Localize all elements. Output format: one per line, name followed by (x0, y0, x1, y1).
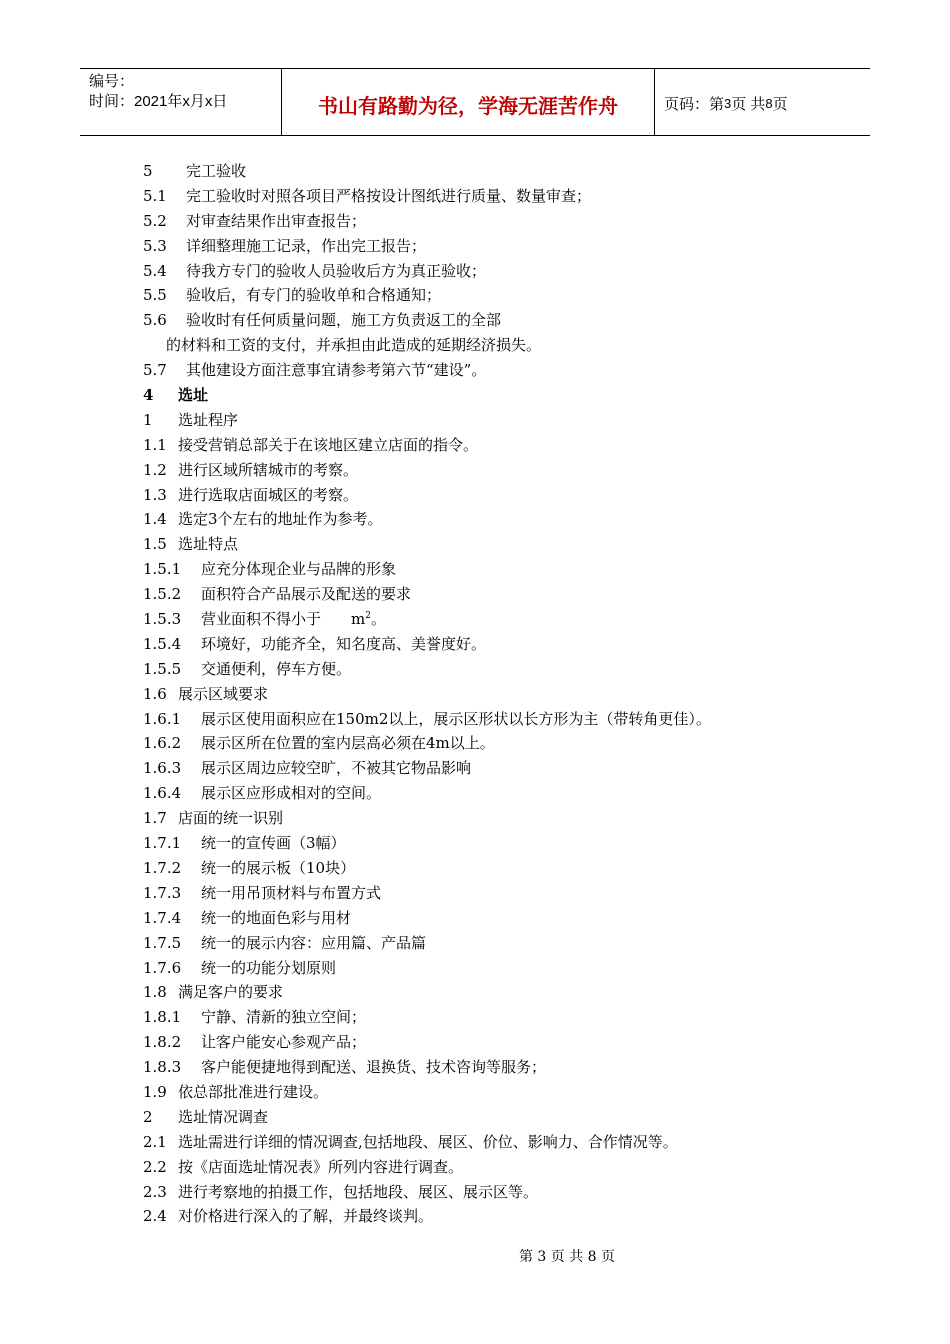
item-text-group (201, 607, 386, 632)
item-text: 店面的统一识别 (178, 809, 284, 828)
item-number: 5.4 (143, 261, 167, 280)
item-text: 详细整理施工记录，作出完工报告； (186, 236, 427, 255)
list-item (143, 358, 843, 383)
unit-superscript: 2 (365, 611, 371, 622)
item-text: 进行区域所辖城市的考察。 (178, 460, 359, 479)
item-text: 展示区域要求 (178, 684, 269, 703)
item-number: 1.8.3 (143, 1058, 182, 1077)
section-heading (143, 1105, 843, 1130)
code-label: 编号： (89, 73, 135, 90)
item-text: 验收时有任何质量问题，施工方负责返工的全部 (186, 311, 502, 330)
item-number: 5.1 (143, 186, 167, 205)
item-text: 对审查结果作出审查报告； (186, 211, 367, 230)
item-number: 1.4 (143, 510, 167, 529)
item-text: 选定3个左右的地址作为参考。 (178, 510, 383, 529)
item-number: 1.6.1 (143, 709, 182, 728)
chapter-heading (143, 383, 843, 408)
item-text: 展示区所在位置的室内层高必须在4m以上。 (201, 734, 495, 753)
item-number: 1.9 (143, 1082, 167, 1101)
item-number: 1.7.4 (143, 908, 182, 927)
item-number: 5.6 (143, 311, 167, 330)
item-number: 2.4 (143, 1207, 167, 1226)
subsection-heading (143, 980, 843, 1005)
subsection-heading (143, 806, 843, 831)
item-number: 1.5.4 (143, 634, 182, 653)
list-item (143, 1155, 843, 1180)
list-item (143, 831, 843, 856)
item-number: 5.3 (143, 236, 167, 255)
item-text: 统一的地面色彩与用材 (201, 908, 352, 927)
item-text: 其他建设方面注意事宜请参考第六节“建设”。 (186, 361, 487, 380)
item-text: 完工验收 (186, 162, 247, 180)
item-text: 展示区使用面积应在150m2以上，展示区形状以长方形为主（带转角更佳）。 (201, 709, 711, 728)
list-item (143, 707, 843, 732)
item-text: 选址程序 (178, 410, 239, 429)
item-number: 1.7 (143, 809, 167, 828)
list-item (143, 259, 843, 284)
list-item (143, 657, 843, 682)
item-number: 1.5.3 (143, 610, 182, 629)
item-text: 完工验收时对照各项目严格按设计图纸进行质量、数量审查； (186, 186, 592, 205)
item-number: 1.1 (143, 435, 167, 454)
item-number: 5 (143, 162, 153, 180)
list-item (143, 184, 843, 209)
page-current: 3 (724, 95, 732, 111)
item-text: 交通便利，停车方便。 (201, 659, 352, 678)
list-item (143, 1055, 843, 1080)
list-item (143, 557, 843, 582)
header-page-cell (655, 69, 870, 135)
page-total: 8 (765, 95, 773, 111)
item-number: 2 (143, 1107, 153, 1126)
item-text: 按《店面选址情况表》所列内容进行调查。 (178, 1157, 464, 1176)
document-body (143, 159, 843, 1229)
item-number: 1.5.1 (143, 560, 182, 579)
item-number: 1.6 (143, 684, 167, 703)
section-heading (143, 408, 843, 433)
item-text: 的材料和工资的支付，并承担由此造成的延期经济损失。 (166, 336, 542, 355)
area-unit: m (351, 610, 366, 629)
item-number: 1.7.1 (143, 834, 182, 853)
footer-page-indicator: 第 3 页 共 8 页 (518, 1249, 616, 1265)
page-suffix: 页 (772, 95, 788, 113)
section-heading (143, 159, 843, 184)
item-number: 1.8.2 (143, 1033, 182, 1052)
item-number: 2.3 (143, 1182, 167, 1201)
item-text: 展示区周边应较空旷，不被其它物品影响 (201, 759, 472, 778)
item-text: 选址需进行详细的情况调查,包括地段、展区、价位、影响力、合作情况等。 (178, 1132, 678, 1151)
item-text: 面积符合产品展示及配送的要求 (201, 585, 412, 604)
list-item (143, 1005, 843, 1030)
item-number: 1.5.5 (143, 659, 182, 678)
header-motto-cell (282, 69, 655, 135)
item-number: 5.2 (143, 211, 167, 230)
item-number: 1.2 (143, 460, 167, 479)
date-label: 时间：2021年x月x日 (89, 93, 228, 110)
item-text: 验收后，有专门的验收单和合格通知； (186, 286, 442, 305)
item-number: 1.8 (143, 983, 167, 1002)
list-item (143, 308, 843, 333)
item-number: 4 (143, 386, 154, 405)
list-item (143, 507, 843, 532)
subsection-heading (143, 682, 843, 707)
page-prefix: 页码：第 (664, 95, 725, 113)
list-item (143, 931, 843, 956)
item-text: 统一用吊顶材料与布置方式 (201, 883, 382, 902)
list-item (143, 731, 843, 756)
list-item (143, 756, 843, 781)
item-number: 1 (143, 410, 153, 429)
item-text: 统一的展示内容：应用篇、产品篇 (201, 933, 427, 952)
item-number: 1.7.3 (143, 883, 182, 902)
item-text: 选址特点 (178, 535, 239, 554)
item-number: 1.6.2 (143, 734, 182, 753)
list-item (143, 582, 843, 607)
list-item (143, 632, 843, 657)
item-text: 展示区应形成相对的空间。 (201, 784, 382, 803)
list-item (143, 856, 843, 881)
item-text: 宁静、清新的独立空间； (201, 1008, 367, 1027)
item-number: 1.3 (143, 485, 167, 504)
item-number: 1.7.6 (143, 958, 182, 977)
item-text: 统一的宣传画（3幅） (201, 834, 346, 853)
item-number: 1.6.3 (143, 759, 182, 778)
item-text: 应充分体现企业与品牌的形象 (201, 560, 397, 579)
subsection-heading (143, 532, 843, 557)
item-number: 1.7.5 (143, 933, 182, 952)
item-text: 选址情况调查 (178, 1107, 269, 1126)
list-item-continuation (143, 333, 843, 358)
header-meta-cell (80, 69, 282, 135)
list-item (143, 906, 843, 931)
item-number: 1.7.2 (143, 858, 182, 877)
item-number: 2.1 (143, 1132, 167, 1151)
list-item (143, 433, 843, 458)
list-item (143, 1130, 843, 1155)
list-item (143, 483, 843, 508)
item-text: 环境好，功能齐全，知名度高、美誉度好。 (201, 634, 487, 653)
item-text: 对价格进行深入的了解，并最终谈判。 (178, 1207, 434, 1226)
item-text: 进行考察地的拍摄工作，包括地段、展区、展示区等。 (178, 1182, 539, 1201)
list-item (143, 1204, 843, 1229)
item-text: 选址 (178, 386, 209, 405)
item-number: 1.6.4 (143, 784, 182, 803)
motto-text: 书山有路勤为径，学海无涯苦作舟 (318, 95, 618, 118)
list-item (143, 458, 843, 483)
item-number: 1.5.2 (143, 585, 182, 604)
list-item (143, 1030, 843, 1055)
list-item (143, 234, 843, 259)
list-item (143, 1180, 843, 1205)
item-tail: 。 (370, 610, 386, 629)
item-text: 接受营销总部关于在该地区建立店面的指令。 (178, 435, 479, 454)
item-number: 1.8.1 (143, 1008, 182, 1027)
page-mid: 页 共 (731, 95, 766, 113)
item-text: 统一的功能分划原则 (201, 958, 337, 977)
list-item (143, 1080, 843, 1105)
item-number: 1.5 (143, 535, 167, 554)
page-footer (0, 1246, 950, 1266)
page-header (80, 68, 870, 136)
item-number: 5.5 (143, 286, 167, 305)
item-text: 待我方专门的验收人员验收后方为真正验收； (186, 261, 487, 280)
list-item (143, 881, 843, 906)
list-item (143, 781, 843, 806)
list-item (143, 956, 843, 981)
item-text: 进行选取店面城区的考察。 (178, 485, 359, 504)
list-item (143, 607, 843, 632)
item-text: 营业面积不得小于 (201, 610, 322, 629)
list-item (143, 283, 843, 308)
item-number: 5.7 (143, 361, 167, 380)
list-item (143, 209, 843, 234)
item-text: 统一的展示板（10块） (201, 858, 356, 877)
item-text: 依总部批准进行建设。 (178, 1082, 329, 1101)
item-text: 客户能便捷地得到配送、退换货、技术咨询等服务； (201, 1058, 547, 1077)
item-text: 让客户能安心参观产品； (201, 1033, 367, 1052)
item-text: 满足客户的要求 (178, 983, 284, 1002)
item-number: 2.2 (143, 1157, 167, 1176)
